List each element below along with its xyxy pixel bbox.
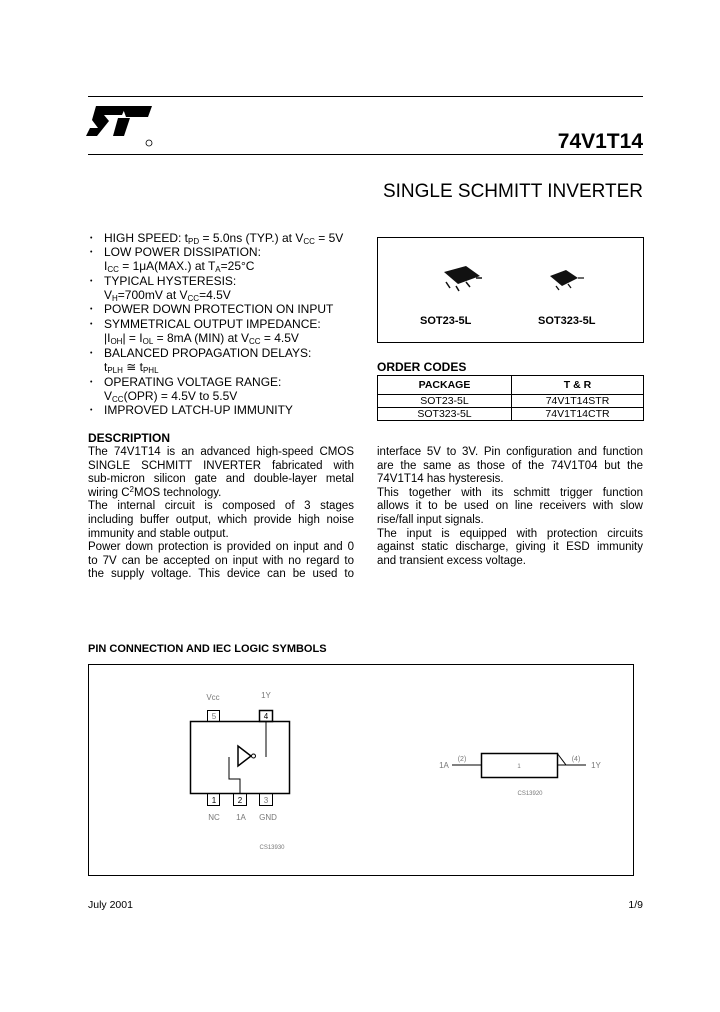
text-line: and transient excess voltage. [377,554,526,567]
bullet-icon: • [90,320,93,328]
text-line: wiring $C^2MOS$ technology. [88,484,222,499]
feature-detail: $V_H=700mV$ at $V_{CC}=4.5V$ [104,288,231,303]
text-line: SINGLE SCHMITT INVERTER fabricated with [88,459,354,472]
iec-box-label: 1 [517,764,521,770]
text-line: The internal circuit is composed of 3 stages [88,500,354,513]
cell: 74V1T14STR [512,395,644,408]
order-codes-title: ORDER CODES [377,360,467,374]
subtitle: SINGLE SCHMITT INVERTER [382,181,643,202]
col-header: T & R [512,376,644,395]
bullet-icon: • [90,248,93,256]
iec-input-pin: (2) [457,756,467,763]
text-line: rise/fall input signals. [377,513,484,526]
pin-number: 3 [263,796,269,805]
feature-item: • BALANCED PROPAGATION DELAYS: [90,346,312,360]
iec-figure-code: CS13920 [517,791,543,797]
iec-input-label: 1A [439,761,449,770]
feature-detail: $t_{PLH}$ ≅ $t_{PHL}$ [104,360,159,375]
bullet-icon: • [90,305,93,313]
text-line: to 7V can be accepted on input with no regard to [88,554,354,567]
text-line: are the same as those of the 74V1T04 but the [377,459,643,472]
pin-number: 4 [263,712,269,721]
description-title: DESCRIPTION [88,431,171,445]
text-line: immunity and stable output. [88,527,229,540]
part-number: 74V1T14 [557,130,643,153]
feature-item: • LOW POWER DISSIPATION: [90,245,261,259]
pin-number: 1 [211,796,217,805]
text-line: including buffer output, which provide high noise [88,513,354,526]
text-line: The 74V1T14 is an advanced high-speed CMOS [88,446,354,458]
text-line: the supply voltage. This device can be used to [88,568,354,581]
text-line: The input is equipped with protection circuits [377,527,643,540]
bullet-icon: • [90,277,93,285]
figure-code: CS13930 [259,845,285,851]
pin-label-1y: 1Y [261,691,271,700]
package-label-sot323: SOT323-5L [538,315,596,327]
feature-item: • OPERATING VOLTAGE RANGE: [90,375,282,389]
pin-section-title: PIN CONNECTION AND IEC LOGIC SYMBOLS [88,643,327,655]
text-line: Power down protection is provided on input and 0 [88,541,354,554]
iec-output-label: 1Y [591,761,601,770]
pin-number: 5 [211,712,217,721]
cell: SOT23-5L [378,395,512,408]
pin-label-nc: NC [208,813,220,822]
text-line: interface 5V to 3V. Pin configuration and function [377,446,643,458]
text-line: against static discharge, giving it ESD immunity [377,541,643,554]
cell: 74V1T14CTR [512,408,644,421]
iec-output-pin: (4) [571,756,581,763]
bullet-icon: • [90,234,93,242]
feature-item: • HIGH SPEED: $t_{PD} = 5.0ns$ (TYP.) at $V_{CC} = 5V$ [90,231,344,246]
text-line: 74V1T14 has hysteresis. [377,473,504,486]
text-line: This together with its schmitt trigger function [377,486,643,499]
feature-detail: $V_{CC}(OPR) = 4.5V$ to 5.5V [104,389,238,404]
pin-label-vcc: Vcc [206,693,220,702]
inverter-icon [238,746,251,766]
pin-label-1a: 1A [236,813,246,822]
footer-date: July 2001 [88,899,133,911]
text-line: allows it to be used on line receivers with slow [377,500,643,513]
feature-item: • POWER DOWN PROTECTION ON INPUT [90,302,334,316]
col-header: PACKAGE [378,376,512,395]
feature-item: • TYPICAL HYSTERESIS: [90,274,237,288]
pin-number: 2 [237,796,243,805]
feature-item: • SYMMETRICAL OUTPUT IMPEDANCE: [90,317,321,331]
feature-item: • IMPROVED LATCH-UP IMMUNITY [90,403,293,417]
bullet-icon: • [90,378,93,386]
feature-detail: $|I_{OH}| = I_{OL} = 8mA$ (MIN) at $V_{CC} = 4.5V$ [104,331,299,346]
feature-detail: $I_{CC} = 1\mu A(MAX.)$ at $T_A=25^\circ C$ [104,259,255,274]
bullet-icon: • [90,406,93,414]
bullet-icon: • [90,349,93,357]
package-label-sot23: SOT23-5L [420,315,472,327]
cell: SOT323-5L [378,408,512,421]
text-line: sub-micron silicon gate and double-layer metal [88,473,354,486]
pin-label-gnd: GND [259,813,277,822]
page-number: 1/9 [628,899,643,911]
